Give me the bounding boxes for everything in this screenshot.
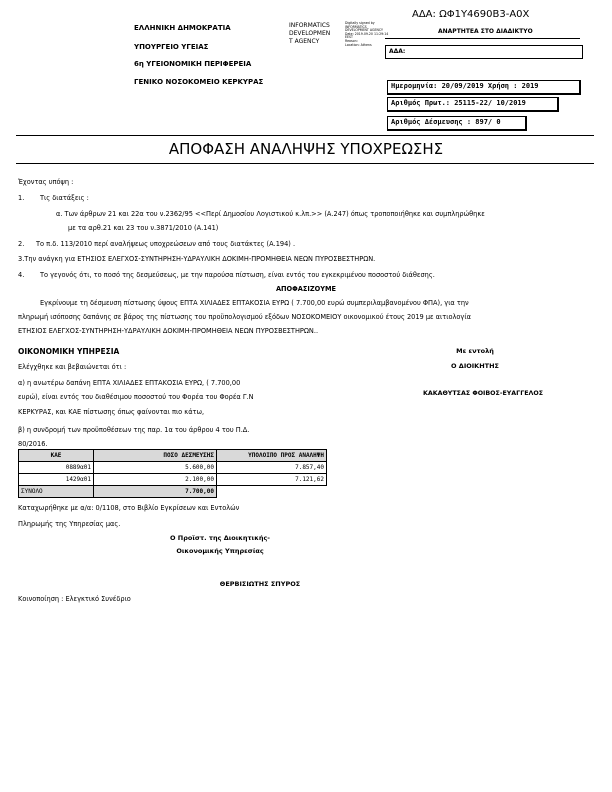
- publish-label: ΑΝΑΡΤΗΤΕΑ ΣΤΟ ΔΙΑΔΙΚΤΥΟ: [438, 28, 533, 35]
- item-2: Το π.δ. 113/2010 περί αναλήψεως υποχρεώσεων από τους διατάκτες (Α.194) .: [36, 240, 296, 248]
- table-total-value: 7.700,00: [94, 486, 217, 498]
- signature-fine-print: [345, 22, 388, 47]
- finance-heading: ΟΙΚΟΝΟΜΙΚΗ ΥΠΗΡΕΣΙΑ: [18, 347, 120, 356]
- intro-text: Έχοντας υπόψη :: [18, 178, 74, 186]
- registered-line: Πληρωμής της Υπηρεσίας μας.: [18, 520, 121, 528]
- table-header: ΠΟΣΟ ΔΕΣΜΕΥΣΗΣ: [94, 450, 217, 462]
- header-ministry: ΥΠΟΥΡΓΕΙΟ ΥΓΕΙΑΣ: [134, 43, 209, 51]
- table-header-row: [19, 450, 327, 462]
- title-bottom-rule: [16, 163, 594, 164]
- item-number: 4.: [18, 271, 25, 279]
- stamp-org-line: INFORMATICS: [289, 22, 330, 29]
- table-cell: 7.121,62: [217, 474, 327, 486]
- director-name: ΚΑΚΑΘΥΤΣΑΣ ΦΟΙΒΟΣ-ΕΥΑΓΓΕΛΟΣ: [422, 390, 544, 397]
- item-number: 1.: [18, 194, 25, 202]
- decide-line: πληρωμή ισόποσης δαπάνης σε βάρος της πίστωσης του προϋπολογισμού εξόδων ΝΟΣΟΚΟΜΕΙΟΥ οικονομικού έτους 2019 με αιτιολογία: [18, 313, 471, 321]
- table-cell: 2.100,00: [94, 474, 217, 486]
- commitment-table: [18, 449, 327, 498]
- fine-print-line: Location: Athens: [345, 42, 372, 47]
- finance-head-name: ΘΕΡΒΙΣΙΩΤΗΣ ΣΠΥΡΟΣ: [219, 580, 301, 588]
- director-on-behalf: Με εντολή: [456, 347, 494, 355]
- ada-box: ΑΔΑ:: [385, 45, 583, 59]
- signature-stamp: [289, 22, 330, 46]
- finance-head-title: Ο Προϊστ. της Διοικητικής-: [170, 534, 270, 542]
- director-title: Ο ΔΙΟΙΚΗΤΗΣ: [451, 362, 499, 370]
- title-top-rule: [16, 135, 594, 136]
- finance-line: 80/2016.: [18, 440, 48, 448]
- header-region: 6η ΥΓΕΙΟΝΟΜΙΚΗ ΠΕΡΙΦΕΡΕΙΑ: [134, 60, 252, 68]
- table-row: [19, 474, 327, 486]
- notification: Κοινοποίηση : Ελεγκτικό Συνέδριο: [18, 595, 131, 603]
- item-3: 3.Την ανάγκη για ΕΤΗΣΙΟΣ ΕΛΕΓΧΟΣ-ΣΥΝΤΗΡΗΣΗ-ΥΔΡΑΥΛΙΚΗ ΔΟΚΙΜΗ-ΠΡΟΜΗΘΕΙΑ ΝΕΩΝ ΠΥΡΟΣΒΕΣΤΗΡΩΝ.: [18, 255, 376, 263]
- item-1a: α. Των άρθρων 21 και 22α του ν.2362/95 <<Περί Δημοσίου Λογιστικού κ.λπ.>> (Α.247) όπως τροποποιήθηκε και συμπληρώθηκε: [56, 210, 485, 218]
- item-4: Το γεγονός ότι, το ποσό της δεσμεύσεως, με την παρούσα πίστωση, είναι εντός του εγκεκριμένου ποσοστού διάθεσης.: [40, 271, 435, 279]
- fine-print-line: EEST: [345, 35, 353, 40]
- date-box: Ημερομηνία: 20/09/2019 Χρήση : 2019: [387, 80, 581, 95]
- stamp-org-line: DEVELOPMEN: [289, 30, 331, 37]
- table-total-row: [19, 486, 327, 498]
- fine-print-line: Date: 2019.09.20 11:29:14: [345, 31, 389, 36]
- decide-line: Εγκρίνουμε τη δέσμευση πίστωσης ύψους ΕΠΤΑ ΧΙΛΙΑΔΕΣ ΕΠΤΑΚΟΣΙΑ ΕΥΡΩ ( 7.700,00 ευρώ συμπεριλαμβανομένου ΦΠΑ), για την: [40, 299, 469, 307]
- item-number: 2.: [18, 240, 25, 248]
- table-cell: 5.600,00: [94, 462, 217, 474]
- header-country: ΕΛΛΗΝΙΚΗ ΔΗΜΟΚΡΑΤΙΑ: [134, 24, 231, 32]
- publish-divider: [385, 38, 580, 39]
- ada-header: ΑΔΑ: ΩΦ1Υ4690Β3-Α0Χ: [412, 9, 530, 20]
- fine-print-line: DEVELOPMENT AGENCY: [345, 28, 383, 33]
- item-1a-cont: με τα αρθ.21 και 23 του ν.3871/2010 (Α.141): [68, 224, 219, 232]
- table-cell: 1429α01: [19, 474, 94, 486]
- protocol-box: Αριθμός Πρωτ.: 25115-22/ 10/2019: [387, 97, 559, 112]
- table-empty-cell: [217, 486, 327, 498]
- finance-head-title: Οικονομικής Υπηρεσίας: [176, 547, 264, 555]
- table-total-label: ΣΥΝΟΛΟ: [19, 486, 94, 498]
- fine-print-line: Reason:: [345, 38, 358, 43]
- table-row: [19, 462, 327, 474]
- registered-line: Καταχωρήθηκε με α/α: 0/1108, στο Βιβλίο Εγκρίσεων και Εντολών: [18, 504, 240, 512]
- finance-line: β) η συνδρομή των προϋποθέσεων της παρ. 1α του άρθρου 4 του Π.Δ.: [18, 426, 250, 434]
- page-title: ΑΠΟΦΑΣΗ ΑΝΑΛΗΨΗΣ ΥΠΟΧΡΕΩΣΗΣ: [168, 140, 444, 158]
- commitment-box: Αριθμός Δέσμευσης : 897/ 0: [387, 116, 527, 131]
- finance-line: ΚΕΡΚΥΡΑΣ, και ΚΑΕ πίστωσης όπως φαίνονται πιο κάτω,: [18, 408, 205, 416]
- item-1: Τις διατάξεις :: [40, 194, 89, 202]
- finance-line: ευρώ), είναι εντός του διαθέσιμου ποσοστού του Φορέα του Φορέα Γ.Ν: [18, 393, 254, 401]
- table-cell: 7.857,40: [217, 462, 327, 474]
- table-header: ΚΑΕ: [19, 450, 94, 462]
- decide-line: ΕΤΗΣΙΟΣ ΕΛΕΓΧΟΣ-ΣΥΝΤΗΡΗΣΗ-ΥΔΡΑΥΛΙΚΗ ΔΟΚΙΜΗ-ΠΡΟΜΗΘΕΙΑ ΝΕΩΝ ΠΥΡΟΣΒΕΣΤΗΡΩΝ..: [18, 327, 319, 335]
- fine-print-line: INFORMATICS: [345, 24, 367, 29]
- stamp-org-line: T AGENCY: [289, 38, 320, 45]
- table-header: ΥΠΟΛΟΙΠΟ ΠΡΟΣ ΑΝΑΛΗΨΗ: [217, 450, 327, 462]
- finance-line: α) η ανωτέρω δαπάνη ΕΠΤΑ ΧΙΛΙΑΔΕΣ ΕΠΤΑΚΟΣΙΑ ΕΥΡΩ, ( 7.700,00: [18, 379, 241, 387]
- decide-heading: ΑΠΟΦΑΣΙΖΟΥΜΕ: [275, 285, 337, 293]
- header-hospital: ΓΕΝΙΚΟ ΝΟΣΟΚΟΜΕΙΟ ΚΕΡΚΥΡΑΣ: [134, 78, 264, 86]
- fine-print-line: Digitally signed by: [345, 21, 375, 25]
- table-cell: 0889α01: [19, 462, 94, 474]
- finance-checked: Ελέγχθηκε και βεβαιώνεται ότι :: [18, 363, 127, 371]
